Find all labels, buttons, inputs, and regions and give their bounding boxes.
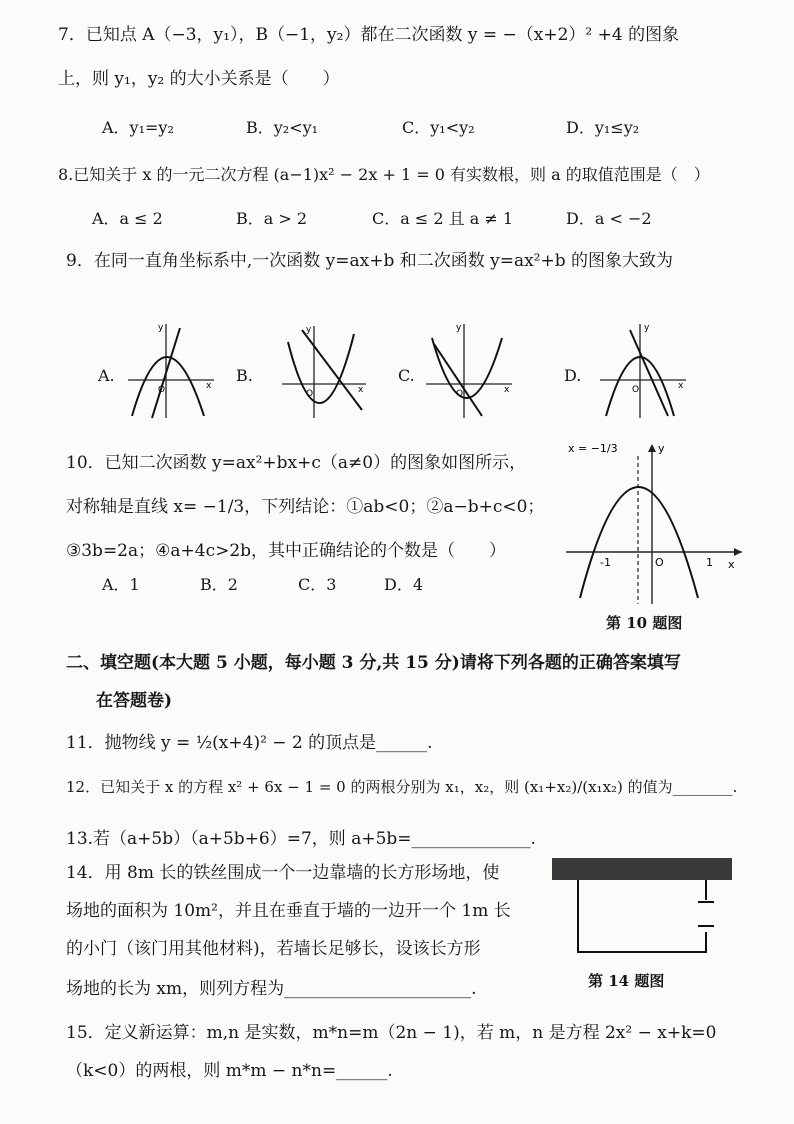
q9-option-b: B. — [236, 366, 253, 385]
q9-graph-a — [122, 318, 222, 422]
q10-line1: 10．已知二次函数 y=ax²+bx+c（a≠0）的图象如图所示， — [66, 453, 527, 473]
q10-option-b: B．2 — [200, 575, 238, 594]
q8-option-d: D．a < −2 — [566, 209, 652, 228]
q14-line4: 场地的长为 xm，则列方程为______________________. — [66, 979, 477, 999]
q9-option-a: A. — [98, 366, 115, 385]
q9-option-c: C. — [398, 366, 415, 385]
q13-text: 13.若（a+5b）（a+5b+6）=7，则 a+5b=______________. — [66, 829, 536, 849]
q9-line1: 9．在同一直角坐标系中,一次函数 y=ax+b 和二次函数 y=ax²+b 的图象大致为 — [66, 251, 674, 271]
q7-line1: 7．已知点 A（−3，y₁），B（−1，y₂）都在二次函数 y = −（x+2）² +4 的图象 — [58, 25, 680, 45]
q10-option-a: A．1 — [102, 575, 140, 594]
q9-option-d: D. — [564, 366, 582, 385]
q9-c-origin: O — [456, 389, 464, 399]
q7-option-d: D．y₁≤y₂ — [566, 118, 640, 137]
q8-option-a: A．a ≤ 2 — [92, 209, 163, 228]
q8-option-b: B．a > 2 — [236, 209, 308, 228]
q7-option-a: A．y₁=y₂ — [102, 118, 174, 137]
q10-origin: O — [655, 556, 664, 569]
q9-b-origin: O — [306, 389, 314, 399]
q10-tick-1: 1 — [706, 556, 713, 569]
q14-line3: 的小门（该门用其他材料)，若墙长足够长，设该长方形 — [66, 939, 481, 959]
q14-figure — [550, 856, 736, 960]
q9-b-x-label: x — [358, 385, 364, 395]
q10-option-d: D．4 — [384, 575, 424, 594]
q14-line2: 场地的面积为 10m²，并且在垂直于墙的一边开一个 1m 长 — [66, 901, 511, 921]
q10-axis-label: x = −1/3 — [568, 442, 618, 455]
section2-line2: 在答题卷) — [96, 691, 173, 711]
q14-caption: 第 14 题图 — [588, 972, 665, 990]
q14-line1: 14．用 8m 长的铁丝围成一个一边靠墙的长方形场地，使 — [66, 863, 500, 883]
q10-caption: 第 10 题图 — [606, 614, 683, 632]
q15-line1: 15．定义新运算：m,n 是实数，m*n=m（2n − 1)，若 m，n 是方程 2x² − x+k=0 — [66, 1023, 717, 1043]
q10-figure — [558, 436, 748, 606]
q9-d-x-label: x — [678, 381, 684, 391]
q8-line1: 8.已知关于 x 的一元二次方程 (a−1)x² − 2x + 1 = 0 有实数根，则 a 的取值范围是（ ） — [58, 165, 710, 184]
q9-c-x-label: x — [504, 385, 510, 395]
q8-option-c: C．a ≤ 2 且 a ≠ 1 — [372, 209, 514, 228]
q10-y-label: y — [658, 442, 665, 455]
q9-a-x-label: x — [206, 381, 212, 391]
q9-a-origin: O — [158, 385, 166, 395]
q9-d-y-label: y — [644, 323, 650, 333]
q9-b-y-label: y — [306, 325, 312, 335]
q9-graph-b — [276, 318, 376, 422]
q7-option-b: B．y₂<y₁ — [246, 118, 319, 137]
q9-a-y-label: y — [158, 323, 164, 333]
q9-d-origin: O — [632, 385, 640, 395]
q9-graph-d — [594, 318, 694, 422]
q12-text: 12．已知关于 x 的方程 x² + 6x − 1 = 0 的两根分别为 x₁，x₂，则 (x₁+x₂)/(x₁x₂) 的值为________. — [66, 778, 738, 796]
q10-tick-neg1: -1 — [600, 556, 611, 569]
q10-option-c: C．3 — [298, 575, 337, 594]
q10-line3: ③3b=2a；④a+4c>2b，其中正确结论的个数是（ ） — [66, 541, 507, 561]
q10-line2: 对称轴是直线 x= −1/3，下列结论：①ab<0；②a−b+c<0； — [66, 497, 545, 517]
q15-line2: （k<0）的两根，则 m*m − n*n=______. — [66, 1061, 393, 1081]
q10-x-label: x — [728, 558, 735, 571]
q11-text: 11．抛物线 y = ½(x+4)² − 2 的顶点是______. — [66, 733, 433, 753]
q9-c-y-label: y — [456, 323, 462, 333]
q7-line2: 上，则 y₁，y₂ 的大小关系是（ ） — [58, 69, 340, 89]
q9-graph-c — [420, 318, 520, 422]
q7-option-c: C．y₁<y₂ — [402, 118, 475, 137]
section2-line1: 二、填空题(本大题 5 小题，每小题 3 分,共 15 分)请将下列各题的正确答案填写 — [66, 653, 681, 673]
